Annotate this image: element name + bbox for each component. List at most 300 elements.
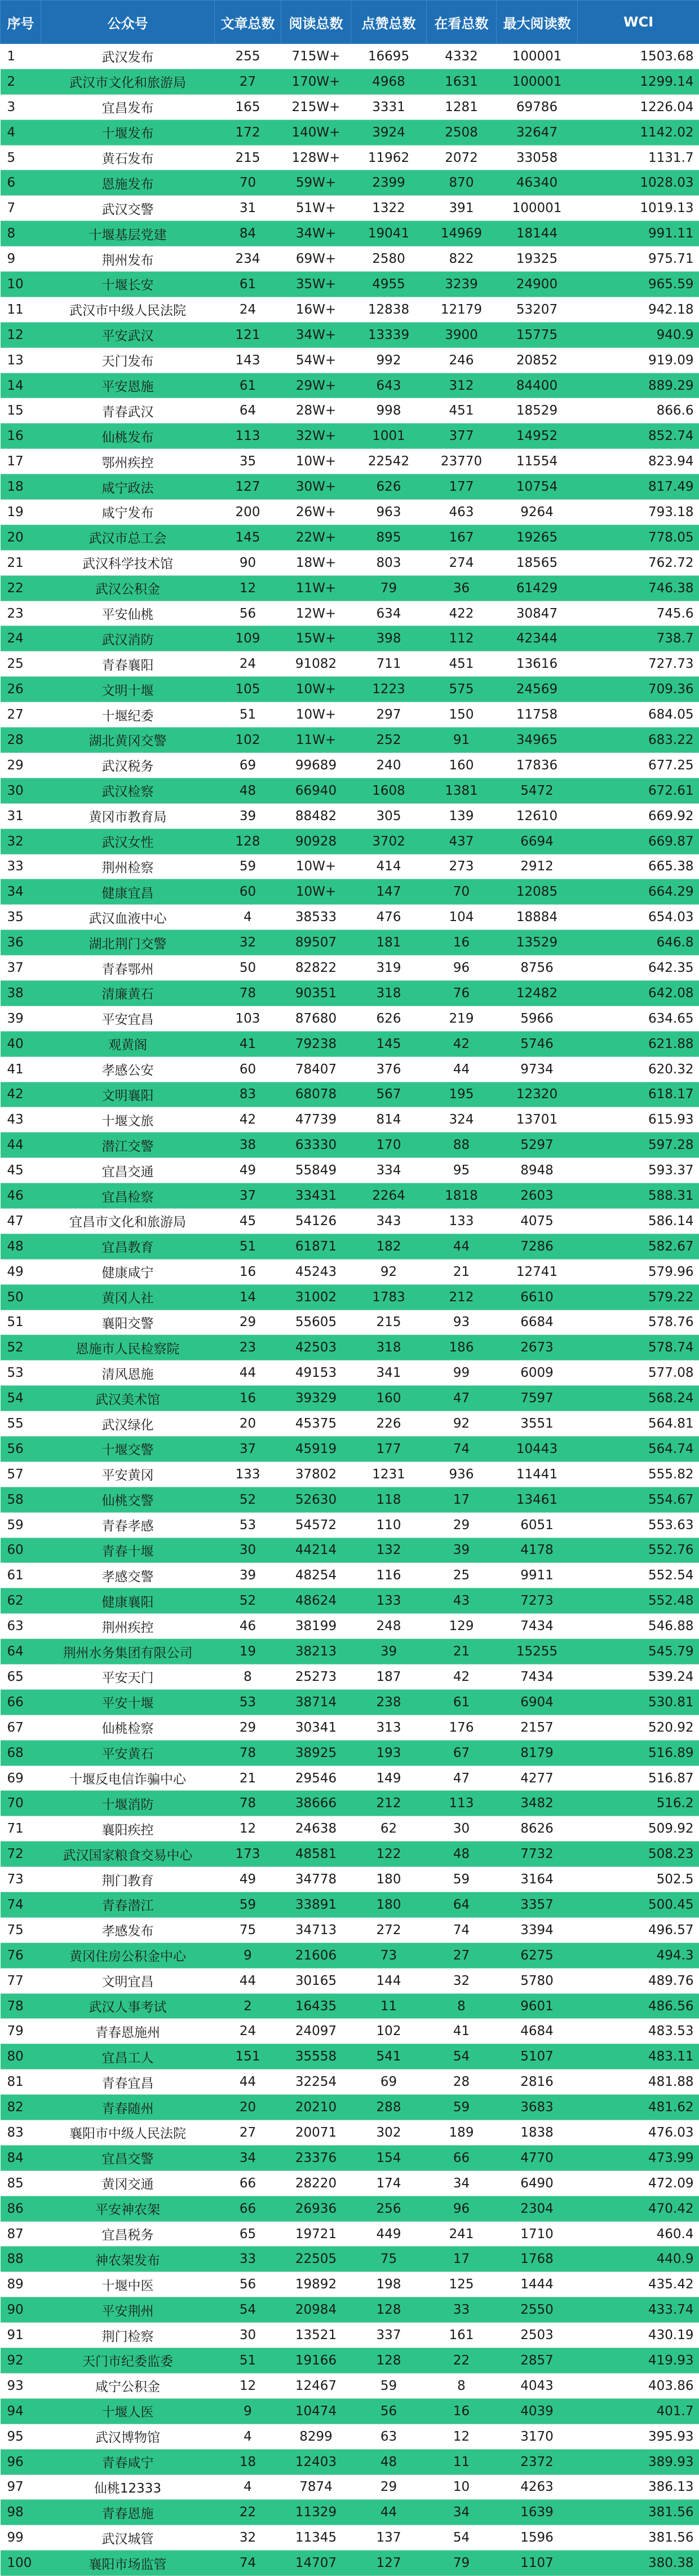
read-count: 29W+ (281, 373, 351, 398)
max-read-count: 7732 (497, 1842, 578, 1867)
table-row (1, 1335, 699, 1360)
read-count: 715W+ (281, 44, 351, 69)
wci-score: 530.81 (578, 1689, 699, 1715)
account-name: 清廉黄石 (41, 980, 215, 1006)
like-count: 56 (351, 2398, 427, 2424)
wci-score: 942.18 (578, 297, 699, 322)
article-count: 74 (215, 2551, 281, 2576)
table-row (1, 196, 699, 221)
watching-count: 2072 (427, 145, 497, 170)
watching-count: 17 (427, 2247, 497, 2272)
rank-number: 36 (1, 930, 41, 955)
read-count: 10W+ (281, 879, 351, 905)
read-count: 89507 (281, 930, 351, 955)
max-read-count: 14952 (497, 424, 578, 449)
rank-number: 79 (1, 2019, 41, 2044)
rank-number: 62 (1, 1588, 41, 1614)
read-count: 31002 (281, 1284, 351, 1310)
table-row (1, 626, 699, 651)
wci-score: 579.22 (578, 1284, 699, 1310)
article-count: 21 (215, 1765, 281, 1791)
like-count: 63 (351, 2424, 427, 2449)
wci-score: 664.29 (578, 879, 699, 905)
wci-score: 745.6 (578, 601, 699, 626)
watching-count: 67 (427, 1740, 497, 1765)
watching-count: 27 (427, 1943, 497, 1968)
rank-number: 76 (1, 1943, 41, 1968)
like-count: 814 (351, 1107, 427, 1133)
article-count: 113 (215, 424, 281, 449)
rank-number: 99 (1, 2525, 41, 2551)
watching-count: 34 (427, 2500, 497, 2525)
wci-score: 419.93 (578, 2348, 699, 2374)
article-count: 70 (215, 170, 281, 196)
article-count: 18 (215, 2449, 281, 2474)
wci-score: 489.76 (578, 1968, 699, 1993)
like-count: 1223 (351, 677, 427, 702)
rank-number: 100 (1, 2551, 41, 2576)
table-row (1, 1386, 699, 1411)
account-name: 青春武汉 (41, 398, 215, 424)
read-count: 16W+ (281, 297, 351, 322)
rank-number: 84 (1, 2145, 41, 2170)
like-count: 567 (351, 1082, 427, 1107)
article-count: 19 (215, 1639, 281, 1665)
article-count: 143 (215, 347, 281, 373)
watching-count: 195 (427, 1082, 497, 1107)
max-read-count: 3683 (497, 2095, 578, 2120)
watching-count: 54 (427, 2525, 497, 2551)
wci-score: 669.92 (578, 803, 699, 829)
wci-score: 642.35 (578, 955, 699, 981)
account-name: 荆门检察 (41, 2323, 215, 2348)
max-read-count: 6684 (497, 1310, 578, 1335)
max-read-count: 18884 (497, 905, 578, 930)
watching-count: 54 (427, 2044, 497, 2069)
article-count: 16 (215, 1259, 281, 1284)
table-row (1, 2373, 699, 2398)
account-name: 湖北黄冈交警 (41, 728, 215, 753)
like-count: 398 (351, 626, 427, 651)
max-read-count: 2304 (497, 2196, 578, 2221)
account-name: 青春恩施州 (41, 2019, 215, 2044)
table-row (1, 2196, 699, 2221)
max-read-count: 5966 (497, 1006, 578, 1031)
rank-number: 57 (1, 1461, 41, 1487)
rank-number: 74 (1, 1892, 41, 1918)
wci-score: 476.03 (578, 2120, 699, 2146)
table-row (1, 1689, 699, 1715)
read-count: 12W+ (281, 601, 351, 626)
table-row (1, 1107, 699, 1133)
watching-count: 33 (427, 2297, 497, 2323)
rank-number: 23 (1, 601, 41, 626)
wci-score: 778.05 (578, 525, 699, 550)
like-count: 212 (351, 1791, 427, 1816)
like-count: 170 (351, 1133, 427, 1158)
wci-score: 654.03 (578, 905, 699, 930)
rank-number: 59 (1, 1512, 41, 1538)
max-read-count: 12741 (497, 1259, 578, 1284)
table-row (1, 2170, 699, 2196)
read-count: 34778 (281, 1867, 351, 1892)
article-count: 61 (215, 272, 281, 297)
wci-score: 389.93 (578, 2449, 699, 2474)
table-row (1, 2221, 699, 2247)
watching-count: 59 (427, 2095, 497, 2120)
table-row (1, 525, 699, 550)
article-count: 44 (215, 1360, 281, 1386)
rank-number: 66 (1, 1689, 41, 1715)
account-name: 孝感发布 (41, 1917, 215, 1943)
table-row (1, 2247, 699, 2272)
max-read-count: 53207 (497, 297, 578, 322)
read-count: 54W+ (281, 347, 351, 373)
rank-number: 32 (1, 829, 41, 854)
table-row (1, 145, 699, 170)
wci-score: 577.08 (578, 1360, 699, 1386)
like-count: 476 (351, 905, 427, 930)
account-name: 平安十堰 (41, 1689, 215, 1715)
watching-count: 14969 (427, 221, 497, 246)
wci-score: 500.45 (578, 1892, 699, 1918)
account-name: 文明宜昌 (41, 1968, 215, 1993)
watching-count: 42 (427, 1665, 497, 1690)
max-read-count: 11554 (497, 449, 578, 474)
max-read-count: 9911 (497, 1563, 578, 1588)
rank-number: 2 (1, 69, 41, 94)
like-count: 963 (351, 500, 427, 525)
header-likes: 点赞总数 (351, 1, 427, 44)
like-count: 122 (351, 1842, 427, 1867)
watching-count: 21 (427, 1639, 497, 1665)
table-row (1, 1968, 699, 1993)
like-count: 116 (351, 1563, 427, 1588)
like-count: 187 (351, 1665, 427, 1690)
watching-count: 451 (427, 398, 497, 424)
table-row (1, 221, 699, 246)
read-count: 35558 (281, 2044, 351, 2069)
max-read-count: 12482 (497, 980, 578, 1006)
max-read-count: 2857 (497, 2348, 578, 2374)
max-read-count: 19265 (497, 525, 578, 550)
rank-number: 81 (1, 2069, 41, 2095)
watching-count: 34 (427, 2170, 497, 2196)
rank-number: 8 (1, 221, 41, 246)
account-name: 仙桃检察 (41, 1715, 215, 1740)
table-row (1, 297, 699, 322)
like-count: 127 (351, 2551, 427, 2576)
table-row (1, 2095, 699, 2120)
max-read-count: 18565 (497, 550, 578, 575)
like-count: 215 (351, 1310, 427, 1335)
wci-score: 940.9 (578, 322, 699, 347)
table-row (1, 1411, 699, 1437)
max-read-count: 1444 (497, 2272, 578, 2297)
article-count: 59 (215, 1892, 281, 1918)
max-read-count: 7286 (497, 1234, 578, 1259)
account-name: 孝感交警 (41, 1563, 215, 1588)
read-count: 37802 (281, 1461, 351, 1487)
watching-count: 936 (427, 1461, 497, 1487)
like-count: 4968 (351, 69, 427, 94)
like-count: 48 (351, 2449, 427, 2474)
article-count: 42 (215, 1107, 281, 1133)
like-count: 73 (351, 1943, 427, 1968)
like-count: 337 (351, 2323, 427, 2348)
table-row (1, 1208, 699, 1234)
article-count: 52 (215, 1588, 281, 1614)
read-count: 45243 (281, 1259, 351, 1284)
article-count: 60 (215, 1056, 281, 1082)
max-read-count: 9264 (497, 500, 578, 525)
like-count: 182 (351, 1234, 427, 1259)
watching-count: 28 (427, 2069, 497, 2095)
rank-number: 97 (1, 2474, 41, 2500)
max-read-count: 6490 (497, 2170, 578, 2196)
account-name: 宜昌税务 (41, 2221, 215, 2247)
wci-score: 564.74 (578, 1436, 699, 1461)
article-count: 20 (215, 2095, 281, 2120)
table-row (1, 829, 699, 854)
table-row (1, 1158, 699, 1183)
like-count: 44 (351, 2500, 427, 2525)
wci-score: 502.5 (578, 1867, 699, 1892)
article-count: 24 (215, 297, 281, 322)
read-count: 38925 (281, 1740, 351, 1765)
wci-score: 395.93 (578, 2424, 699, 2449)
wci-score: 386.13 (578, 2474, 699, 2500)
rank-number: 95 (1, 2424, 41, 2449)
wci-score: 553.63 (578, 1512, 699, 1538)
wci-score: 588.31 (578, 1183, 699, 1209)
rank-number: 93 (1, 2373, 41, 2398)
article-count: 66 (215, 2170, 281, 2196)
max-read-count: 5107 (497, 2044, 578, 2069)
account-name: 武汉消防 (41, 626, 215, 651)
max-read-count: 10443 (497, 1436, 578, 1461)
article-count: 56 (215, 2272, 281, 2297)
like-count: 102 (351, 2019, 427, 2044)
wci-score: 381.56 (578, 2500, 699, 2525)
max-read-count: 5746 (497, 1031, 578, 1056)
article-count: 102 (215, 728, 281, 753)
read-count: 128W+ (281, 145, 351, 170)
wci-score: 620.32 (578, 1056, 699, 1082)
rank-number: 18 (1, 474, 41, 500)
max-read-count: 18144 (497, 221, 578, 246)
table-row (1, 398, 699, 424)
read-count: 34W+ (281, 221, 351, 246)
rank-number: 47 (1, 1208, 41, 1234)
wci-score: 579.96 (578, 1259, 699, 1284)
read-count: 48254 (281, 1563, 351, 1588)
like-count: 238 (351, 1689, 427, 1715)
table-row (1, 2449, 699, 2474)
table-row (1, 905, 699, 930)
like-count: 297 (351, 702, 427, 728)
account-name: 荆州水务集团有限公司 (41, 1639, 215, 1665)
max-read-count: 32647 (497, 120, 578, 145)
watching-count: 160 (427, 752, 497, 778)
table-row (1, 1006, 699, 1031)
watching-count: 16 (427, 2398, 497, 2424)
watching-count: 11 (427, 2449, 497, 2474)
account-name: 咸宁发布 (41, 500, 215, 525)
article-count: 53 (215, 1689, 281, 1715)
wci-score: 486.56 (578, 1993, 699, 2019)
account-name: 宜昌交警 (41, 2145, 215, 2170)
max-read-count: 69786 (497, 94, 578, 120)
wci-score: 509.92 (578, 1816, 699, 1842)
read-count: 42503 (281, 1335, 351, 1360)
watching-count: 437 (427, 829, 497, 854)
read-count: 215W+ (281, 94, 351, 120)
watching-count: 70 (427, 879, 497, 905)
wci-score: 496.57 (578, 1917, 699, 1943)
account-name: 平安黄冈 (41, 1461, 215, 1487)
article-count: 22 (215, 2500, 281, 2525)
read-count: 38666 (281, 1791, 351, 1816)
watching-count: 463 (427, 500, 497, 525)
max-read-count: 1710 (497, 2221, 578, 2247)
watching-count: 451 (427, 651, 497, 677)
article-count: 27 (215, 2120, 281, 2146)
rank-number: 7 (1, 196, 41, 221)
like-count: 634 (351, 601, 427, 626)
table-row (1, 1461, 699, 1487)
like-count: 343 (351, 1208, 427, 1234)
article-count: 49 (215, 1867, 281, 1892)
like-count: 3331 (351, 94, 427, 120)
rank-number: 16 (1, 424, 41, 449)
table-row (1, 1538, 699, 1563)
read-count: 10W+ (281, 854, 351, 879)
article-count: 32 (215, 930, 281, 955)
max-read-count: 5780 (497, 1968, 578, 1993)
like-count: 79 (351, 575, 427, 601)
read-count: 20071 (281, 2120, 351, 2146)
read-count: 30341 (281, 1715, 351, 1740)
rank-number: 45 (1, 1158, 41, 1183)
account-name: 青春恩施 (41, 2500, 215, 2525)
watching-count: 8 (427, 2373, 497, 2398)
table-row (1, 2424, 699, 2449)
wci-score: 665.38 (578, 854, 699, 879)
max-read-count: 4684 (497, 2019, 578, 2044)
account-name: 武汉科学技术馆 (41, 550, 215, 575)
account-name: 襄阳交警 (41, 1310, 215, 1335)
header-watching: 在看总数 (427, 1, 497, 44)
max-read-count: 7597 (497, 1386, 578, 1411)
header-wci: WCI (578, 1, 699, 44)
table-row (1, 879, 699, 905)
max-read-count: 24900 (497, 272, 578, 297)
watching-count: 246 (427, 347, 497, 373)
rank-number: 11 (1, 297, 41, 322)
account-name: 宜昌市文化和旅游局 (41, 1208, 215, 1234)
table-row (1, 347, 699, 373)
table-row (1, 44, 699, 69)
rank-number: 17 (1, 449, 41, 474)
account-name: 仙桃发布 (41, 424, 215, 449)
read-count: 7874 (281, 2474, 351, 2500)
watching-count: 12 (427, 2424, 497, 2449)
table-row (1, 500, 699, 525)
article-count: 109 (215, 626, 281, 651)
account-name: 恩施市人民检察院 (41, 1335, 215, 1360)
table-row (1, 424, 699, 449)
article-count: 29 (215, 1310, 281, 1335)
read-count: 19166 (281, 2348, 351, 2374)
watching-count: 22 (427, 2348, 497, 2374)
read-count: 33891 (281, 1892, 351, 1918)
max-read-count: 34965 (497, 728, 578, 753)
read-count: 24097 (281, 2019, 351, 2044)
watching-count: 42 (427, 1031, 497, 1056)
max-read-count: 4039 (497, 2398, 578, 2424)
like-count: 11962 (351, 145, 427, 170)
like-count: 318 (351, 1335, 427, 1360)
header-row (1, 1, 699, 44)
article-count: 69 (215, 752, 281, 778)
like-count: 1783 (351, 1284, 427, 1310)
wci-score: 597.28 (578, 1133, 699, 1158)
read-count: 10W+ (281, 677, 351, 702)
article-count: 59 (215, 854, 281, 879)
rank-number: 42 (1, 1082, 41, 1107)
account-name: 武汉绿化 (41, 1411, 215, 1437)
like-count: 62 (351, 1816, 427, 1842)
watching-count: 139 (427, 803, 497, 829)
read-count: 10W+ (281, 449, 351, 474)
like-count: 256 (351, 2196, 427, 2221)
like-count: 998 (351, 398, 427, 424)
account-name: 黄冈人社 (41, 1284, 215, 1310)
read-count: 19892 (281, 2272, 351, 2297)
article-count: 12 (215, 1816, 281, 1842)
article-count: 37 (215, 1436, 281, 1461)
wci-score: 642.08 (578, 980, 699, 1006)
watching-count: 133 (427, 1208, 497, 1234)
rank-number: 50 (1, 1284, 41, 1310)
table-row (1, 1512, 699, 1538)
article-count: 103 (215, 1006, 281, 1031)
read-count: 54572 (281, 1512, 351, 1538)
watching-count: 4332 (427, 44, 497, 69)
watching-count: 391 (427, 196, 497, 221)
article-count: 54 (215, 2297, 281, 2323)
header-reads: 阅读总数 (281, 1, 351, 44)
rank-number: 14 (1, 373, 41, 398)
rank-number: 44 (1, 1133, 41, 1158)
read-count: 69W+ (281, 246, 351, 272)
account-name: 青春随州 (41, 2095, 215, 2120)
like-count: 414 (351, 854, 427, 879)
like-count: 626 (351, 474, 427, 500)
wci-score: 672.61 (578, 778, 699, 803)
article-count: 49 (215, 1158, 281, 1183)
wci-score: 470.42 (578, 2196, 699, 2221)
max-read-count: 8756 (497, 955, 578, 981)
table-row (1, 1665, 699, 1690)
max-read-count: 9601 (497, 1993, 578, 2019)
table-row (1, 1487, 699, 1512)
account-name: 平安荆州 (41, 2297, 215, 2323)
article-count: 64 (215, 398, 281, 424)
rank-number: 94 (1, 2398, 41, 2424)
rank-number: 78 (1, 1993, 41, 2019)
